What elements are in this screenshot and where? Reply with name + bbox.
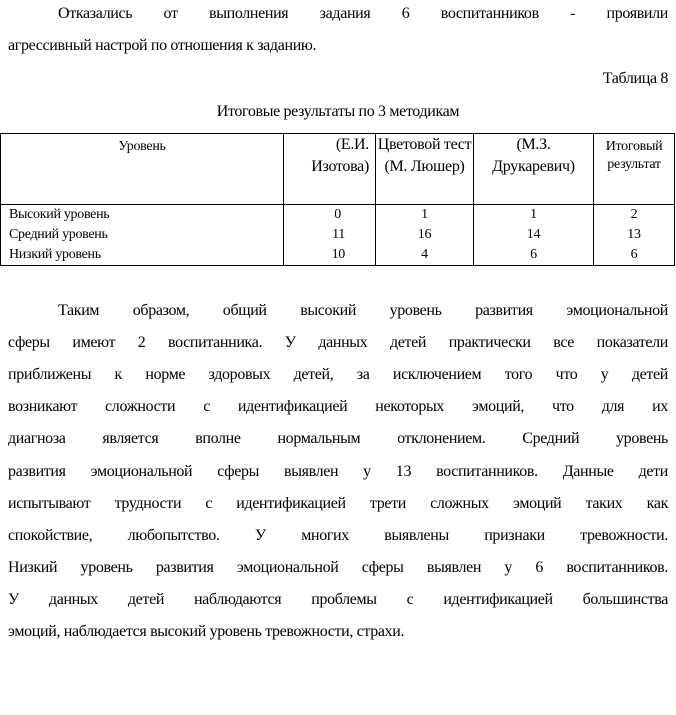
cell: 6	[474, 245, 594, 266]
intro-line: агрессивный настрой по отношения к заданию.	[8, 37, 317, 54]
header-izotova: (Е.И. Изотова)	[284, 134, 376, 205]
conclusion-line: Низкий уровень развития эмоциональной сферы выявлен у 6 воспитанников.	[8, 558, 668, 576]
conclusion-line: сферы имеют 2 воспитанника. У данных детей практически все показатели	[8, 334, 668, 352]
conclusion-line: Таким образом, общий высокий уровень развития эмоциональной	[58, 302, 668, 319]
cell: 1	[376, 205, 474, 226]
table-row	[1, 245, 675, 266]
conclusion-line: развития эмоциональной сферы выявлен у 13 воспитанников. Данные дети	[8, 462, 668, 480]
table-header-row	[1, 134, 675, 205]
cell: 16	[376, 225, 474, 245]
header-total: Итоговый результат	[594, 134, 675, 205]
table-title: Итоговые результаты по 3 методикам	[216, 103, 460, 120]
header-lusher: Цветовой тест (М. Люшер)	[376, 134, 474, 205]
intro-line: Отказались от выполнения задания 6 воспитанников - проявили	[58, 5, 668, 22]
table-row	[1, 225, 675, 245]
conclusion-line: испытывают трудности с идентификацией трети сложных эмоций таких как	[8, 494, 668, 512]
header-drukarevich: (М.З. Друкаревич)	[474, 134, 594, 205]
conclusion-line: спокойствие, любопытство. У многих выявлены признаки тревожности.	[8, 526, 668, 544]
cell: 4	[376, 245, 474, 266]
conclusion-line: приближены к норме здоровых детей, за исключением того что у детей	[8, 366, 668, 384]
cell: 13	[594, 225, 675, 245]
cell: 10	[284, 245, 376, 266]
conclusion-line: эмоций, наблюдается высокий уровень тревожности, страхи.	[8, 623, 405, 640]
conclusion-line: диагноза является вполне нормальным отклонением. Средний уровень	[8, 430, 668, 448]
table-number: Таблица 8	[602, 70, 668, 87]
row-label: Средний уровень	[1, 225, 284, 245]
cell: 6	[594, 245, 675, 266]
cell: 1	[474, 205, 594, 226]
cell: 14	[474, 225, 594, 245]
results-table	[0, 133, 675, 266]
table-row	[1, 205, 675, 226]
header-level: Уровень	[1, 134, 284, 205]
conclusion-line: возникают сложности с идентификацией некоторых эмоций, что для их	[8, 398, 668, 416]
row-label: Высокий уровень	[1, 205, 284, 226]
row-label: Низкий уровень	[1, 245, 284, 266]
cell: 11	[284, 225, 376, 245]
conclusion-line: У данных детей наблюдаются проблемы с идентификацией большинства	[8, 590, 668, 608]
cell: 0	[284, 205, 376, 226]
cell: 2	[594, 205, 675, 226]
